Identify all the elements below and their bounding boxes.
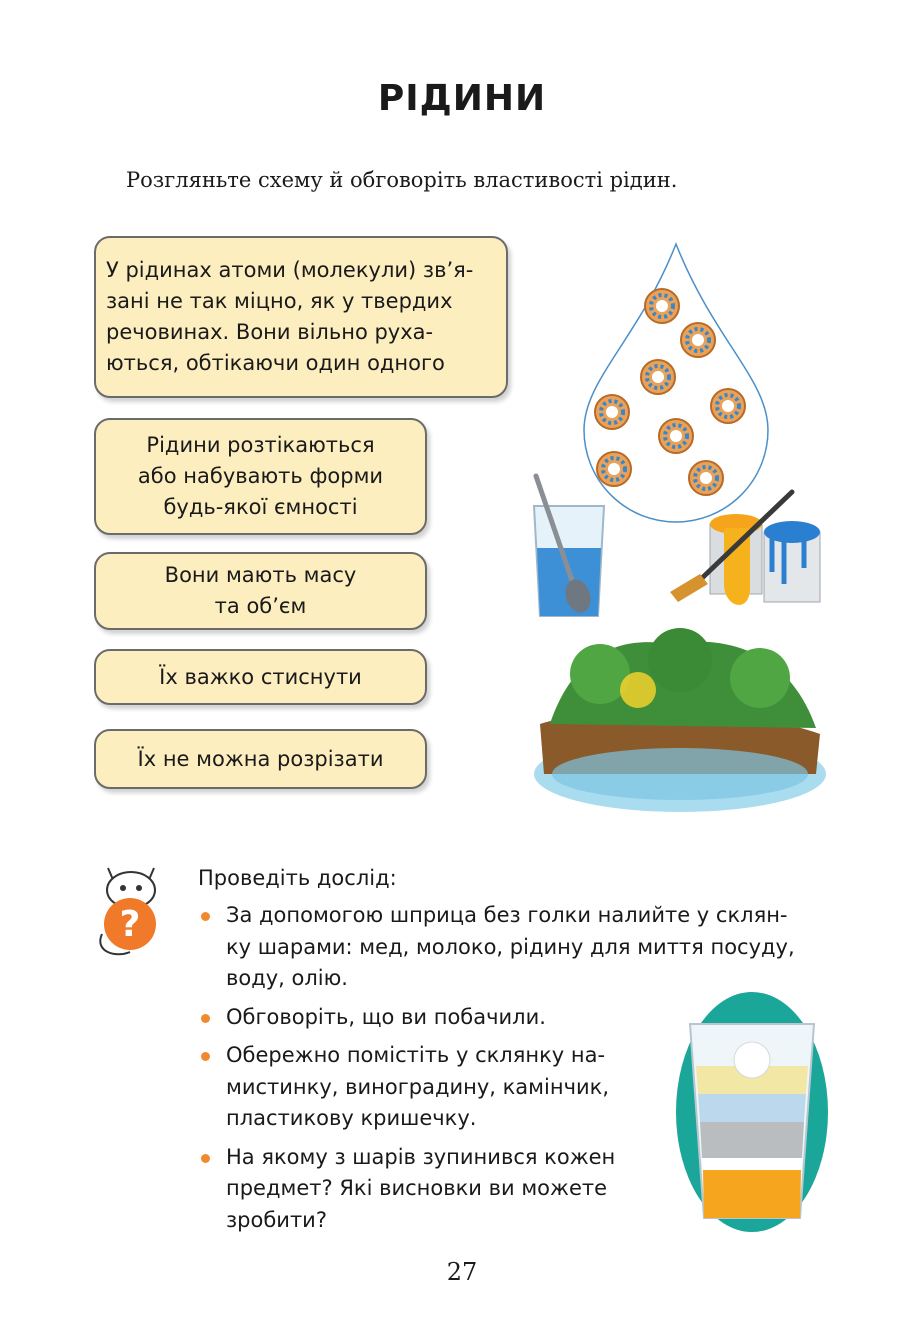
intro-text: Розгляньте схему й обговоріть властивості рідин.: [126, 168, 678, 192]
property-text: Рідини розтікаються або набувають форми будь-якої ємності: [137, 433, 384, 519]
experiment-heading: Проведіть дослід:: [198, 866, 397, 890]
paint-cans-icon: [664, 488, 828, 622]
property-box-compress: [94, 649, 427, 705]
property-box-mass: [94, 552, 427, 630]
property-text: У рідинах атоми (молекули) зв’я- зані не так міцно, як у твердих речовинах. Вони вільно руха- ються, обтікаючи один одного: [106, 258, 474, 375]
cat-question-icon: [94, 858, 168, 958]
bullet-icon: [201, 1052, 210, 1061]
pond-icon: [530, 624, 830, 820]
experiment-step: Обговоріть, що ви побачили.: [198, 1002, 820, 1034]
bullet-icon: [201, 912, 210, 921]
glass-with-spoon-icon: [526, 470, 610, 620]
experiment-step: На якому з шарів зупинився кожен предмет? Які висновки ви можете зробити?: [198, 1142, 650, 1237]
experiment-step: За допомогою шприца без голки налийте у склян- ку шарами: мед, молоко, рідину для миття посуду, воду, олію.: [198, 900, 820, 995]
bullet-icon: [201, 1154, 210, 1163]
experiment-step: Обережно помістіть у склянку на- мистинку, виноградину, камінчик, пластикову кришечку.: [198, 1040, 650, 1135]
property-text: Їх не можна розрізати: [137, 746, 384, 771]
svg-text:?: ?: [119, 904, 141, 945]
property-box-flow: [94, 418, 427, 535]
layered-glass-icon: [672, 990, 832, 1234]
property-text: Вони мають масу та об’єм: [164, 563, 357, 618]
bullet-icon: [201, 1014, 210, 1023]
property-box-atoms: [94, 236, 508, 398]
property-text: Їх важко стиснути: [159, 664, 362, 689]
page-number: 27: [446, 1258, 478, 1286]
property-box-cut: [94, 729, 427, 789]
page-title: РІДИНИ: [377, 78, 547, 119]
